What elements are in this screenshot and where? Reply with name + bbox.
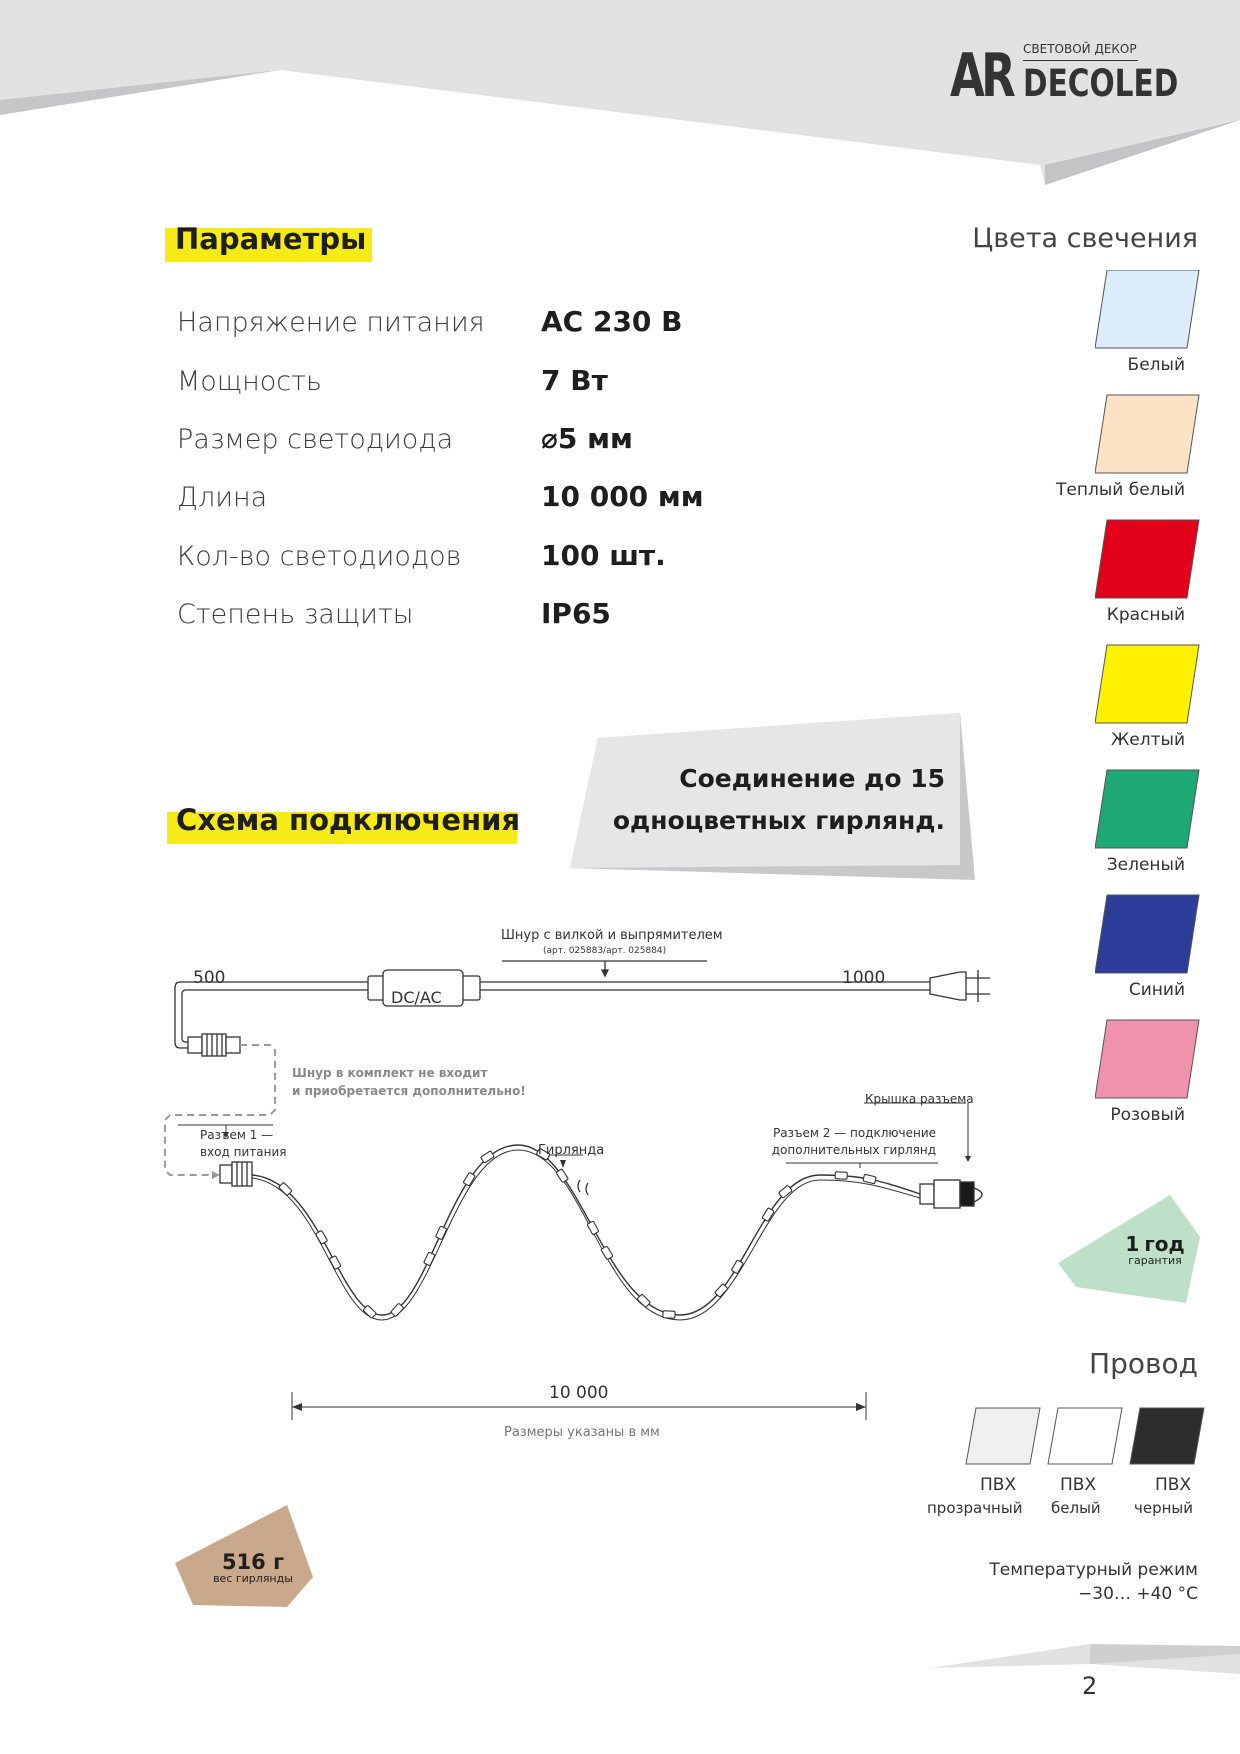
weight-value: 516 г [221,1550,285,1574]
glow-color-swatch [1095,1020,1199,1098]
garland-label: Гирлянда [538,1143,605,1158]
wire-swatch [966,1408,1040,1464]
led-bulb [481,1151,495,1163]
param-value-length: 10 000 мм [541,480,704,513]
led-bulb [463,1172,475,1186]
led-bulb [863,1174,876,1184]
converter-label: DC/AC [391,988,442,1007]
units-note: Размеры указаны в мм [504,1425,660,1440]
param-label-length: Длина [177,482,268,513]
glow-color-swatch [1095,645,1199,723]
glow-color-swatch [1095,395,1199,473]
cord-note-line1: Шнур в комплект не входит [292,1066,488,1080]
led-bulb [556,1169,568,1183]
logo-divider [1023,60,1138,61]
wire-name-3: черный [1134,1499,1194,1517]
logo-name: DECOLED [1023,62,1179,105]
warranty-value: 1 [1125,1232,1140,1256]
glow-colors-heading: Цвета свечения [972,223,1198,254]
cord-articles: (арт. 025883/арт. 025884) [543,946,667,956]
glow-color-label: Розовый [1110,1105,1185,1125]
param-value-led-size: ⌀5 мм [541,422,633,455]
connector1-label-line1: Разъем 1 — [200,1128,274,1142]
dim-500: 500 [193,968,226,988]
wire-swatch [1130,1408,1204,1464]
wire-swatch [1048,1408,1122,1464]
led-bulb [731,1260,743,1274]
wire-type-3: ПВХ [1155,1475,1192,1495]
cap-label: Крышка разъема [865,1092,974,1106]
connector2-label-line2: дополнительных гирлянд [771,1143,936,1157]
connector1-label-line2: вход питания [200,1145,287,1159]
led-bulb [329,1256,341,1270]
led-bulb [835,1172,847,1179]
temperature-label: Температурный режим [989,1560,1198,1580]
connector2-label-line1: Разъем 2 — подключение [773,1126,936,1140]
weight-badge [208,1550,298,1585]
connection-callout-line2: одноцветных гирлянд. [612,806,945,835]
wire-name-2: белый [1051,1499,1101,1517]
connection-callout-shape [570,710,980,885]
param-label-voltage: Напряжение питания [177,307,485,338]
param-label-protection: Степень защиты [177,599,414,630]
glow-color-swatch [1095,895,1199,973]
connection-callout-line1: Соединение до 15 [679,764,945,793]
wire-heading: Провод [1089,1347,1198,1380]
glow-color-label: Теплый белый [1056,480,1185,500]
wire-type-1: ПВХ [980,1475,1017,1495]
led-bulb [424,1252,436,1266]
logo-ar: AR [950,41,1012,111]
led-bulb [663,1311,675,1319]
wire-name-1: прозрачный [927,1499,1023,1517]
cord-title: Шнур с вилкой и выпрямителем [501,928,723,943]
wire-type-2: ПВХ [1060,1475,1097,1495]
glow-color-swatch [1095,270,1199,348]
page-number: 2 [1082,1672,1098,1700]
wire-swatches [962,1406,1207,1472]
parameters-heading: Параметры [175,222,367,256]
led-bulb [587,1221,599,1235]
cord-note-line2: и приобретается дополнительно! [292,1084,526,1098]
param-value-voltage: AC 230 В [541,305,683,338]
glow-color-label: Зеленый [1106,855,1185,875]
glow-color-swatch [1095,520,1199,598]
logo-tagline: СВЕТОВОЙ ДЕКОР [1023,42,1137,56]
brand-logo [950,40,1179,115]
param-label-led-size: Размер светодиода [177,424,454,455]
wiring-diagram [160,920,1000,1460]
led-bulb [601,1246,613,1260]
param-value-protection: IP65 [541,597,611,630]
glow-color-label: Желтый [1110,730,1185,750]
param-label-led-count: Кол-во светодиодов [177,541,462,572]
led-bulb [435,1226,446,1240]
glow-color-label: Красный [1106,605,1185,625]
warranty-caption: гарантия [1128,1254,1182,1267]
length-dimension-label: 10 000 [549,1383,609,1403]
dim-1000: 1000 [842,968,886,988]
connection-heading: Схема подключения [176,803,521,837]
glow-color-label: Синий [1128,980,1185,1000]
warranty-unit: год [1144,1232,1185,1256]
glow-color-label: Белый [1127,355,1185,375]
led-bulb [315,1230,327,1244]
temperature-value: −30… +40 °С [1078,1584,1198,1604]
warranty-badge [1110,1232,1200,1267]
weight-caption: вес гирлянды [213,1572,293,1585]
param-value-power: 7 Вт [541,364,608,397]
param-label-power: Мощность [177,366,322,397]
param-value-led-count: 100 шт. [541,539,666,572]
glow-color-swatch [1095,770,1199,848]
led-bulb [762,1208,774,1222]
